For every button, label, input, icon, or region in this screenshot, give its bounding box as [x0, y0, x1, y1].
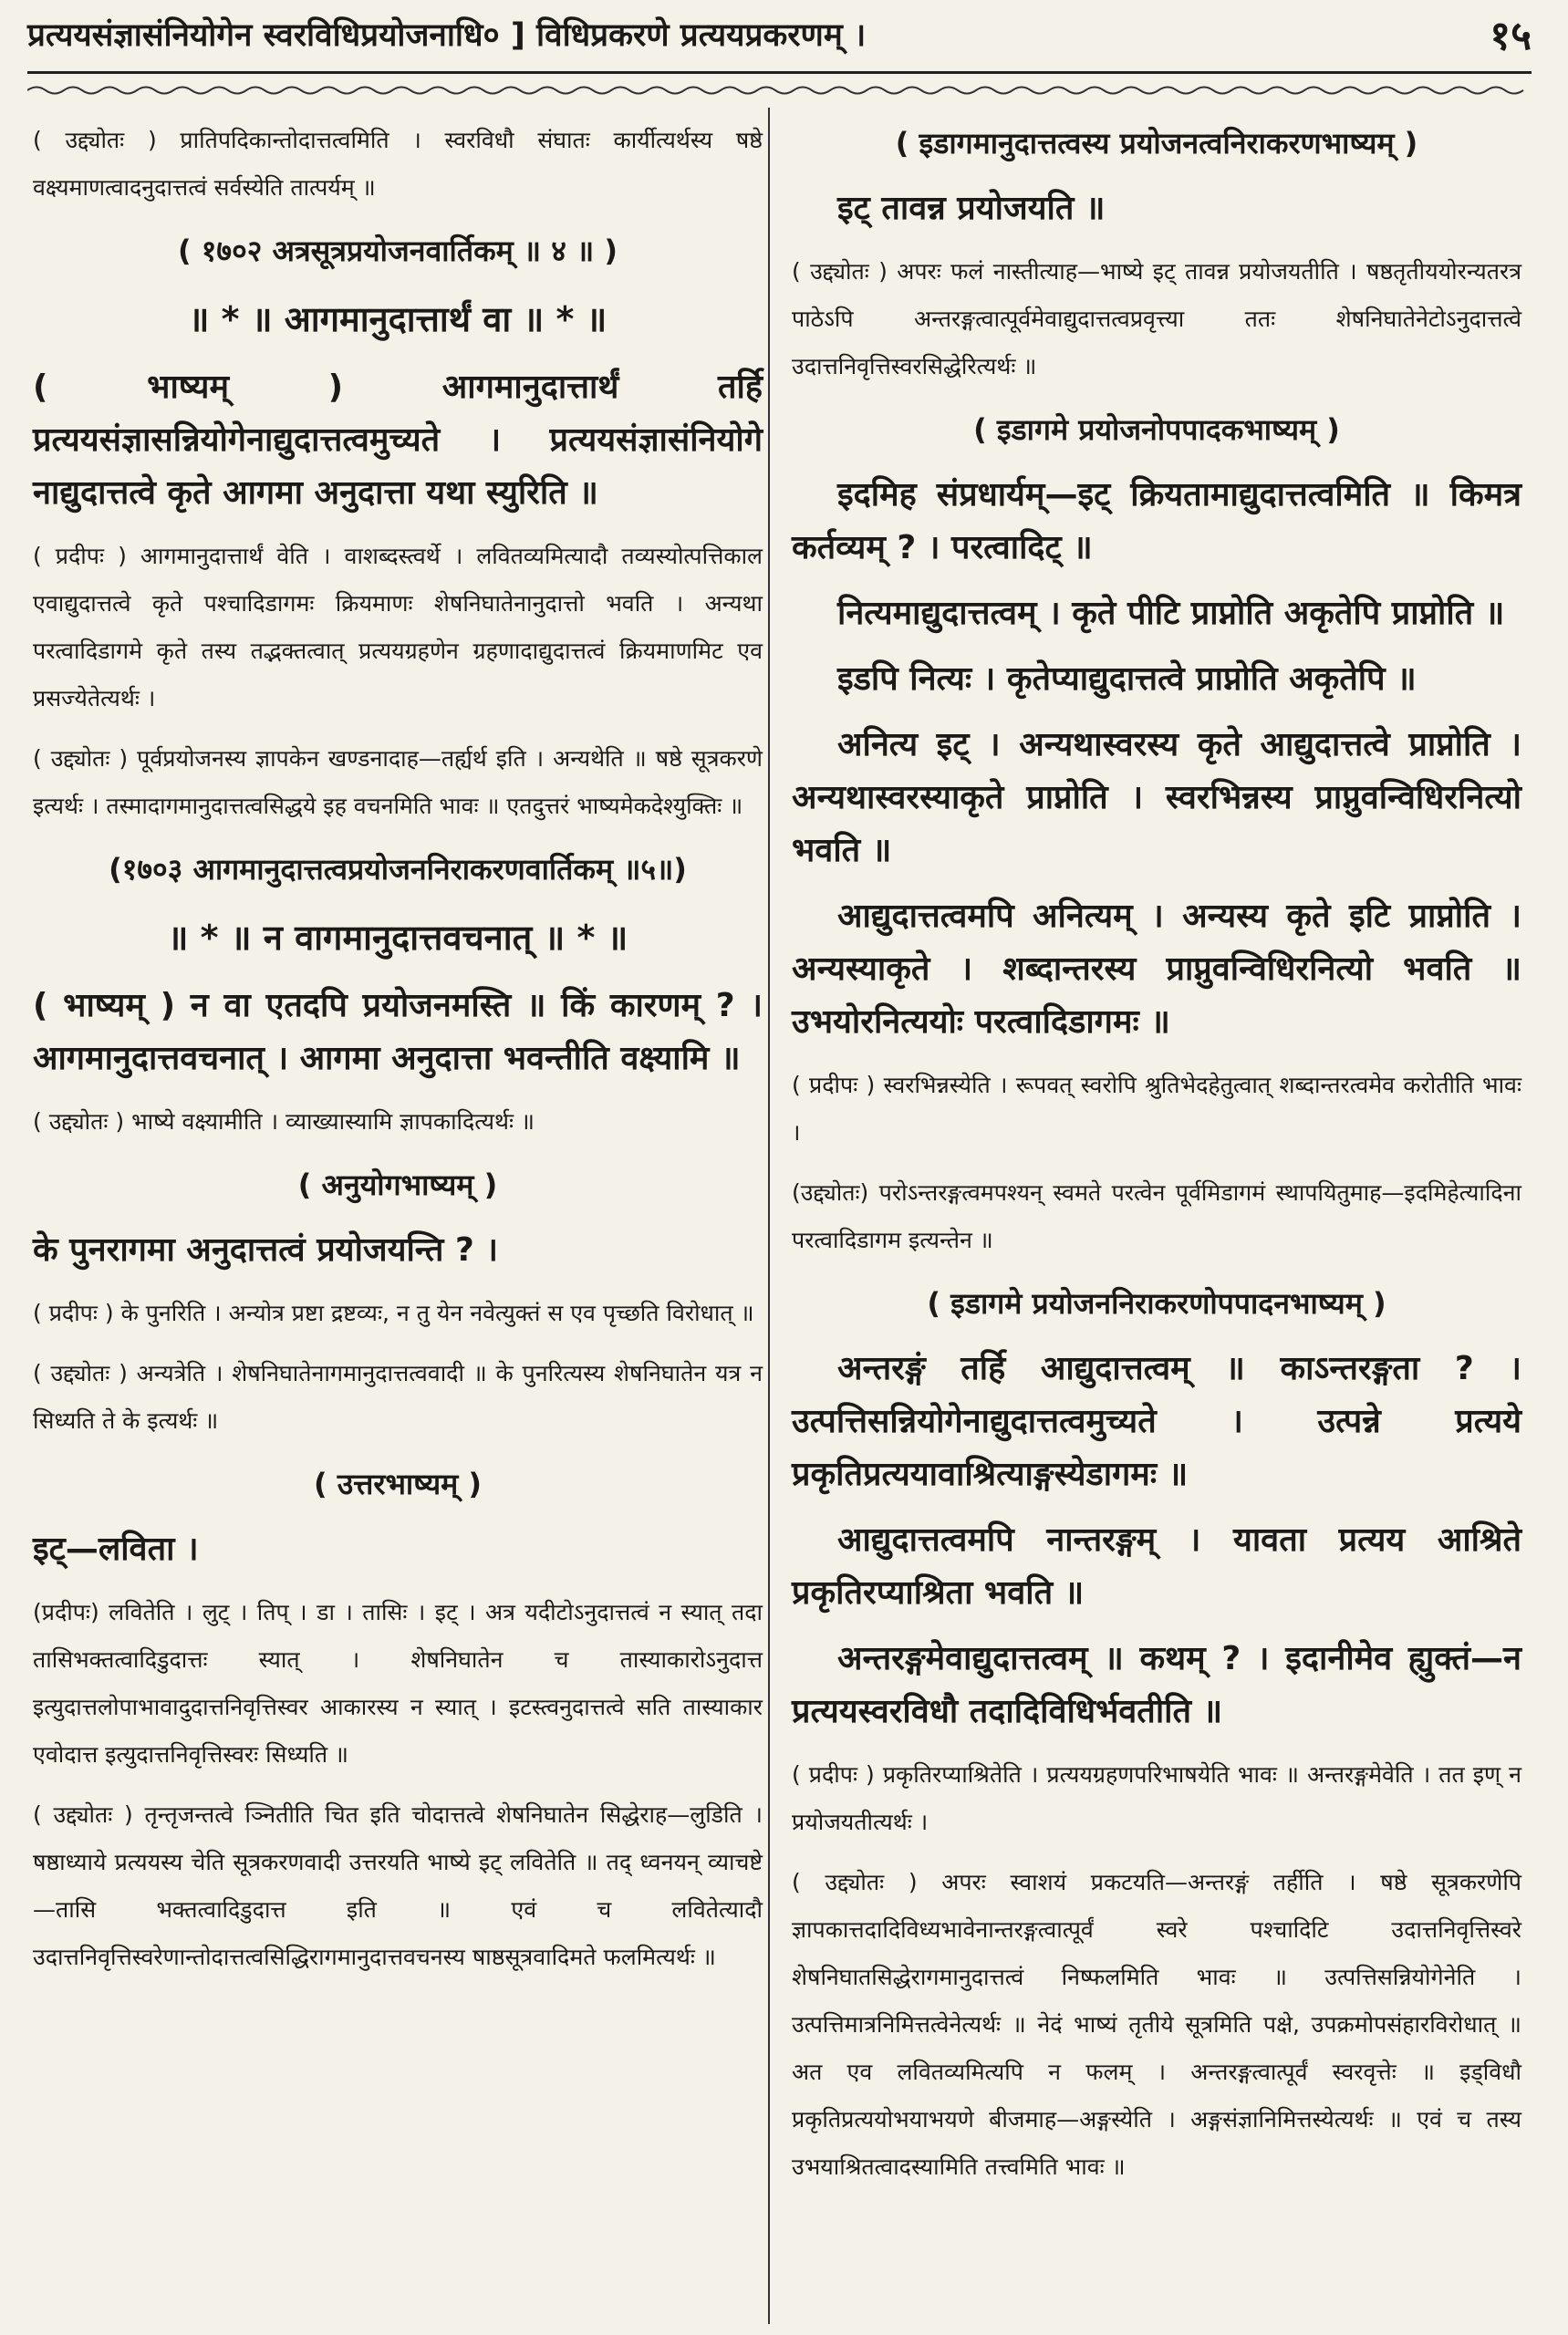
right-bhashya-2: इदमिह संप्रधार्यम्—इट् क्रियतामाद्युदात्तत्वमिति ॥ किमत्र कर्तव्यम् ? । परत्वादिट् ॥: [792, 476, 1521, 566]
right-bhashya-5: अनित्य इट् । अन्यथास्वरस्य कृते आद्युदात्तत्वे प्राप्नोति । अन्यथास्वरस्याकृते प्राप्नोति । स्वरभिन्नस्य प्राप्नुवन्विधिरनित्यो भवति ॥: [792, 726, 1521, 869]
header-rule: [27, 71, 1532, 78]
left-uddyota-2: ( उद्द्योतः ) भाष्ये वक्ष्यामीति । व्याख्यास्यामि ज्ञापकादित्यर्थः ॥: [33, 1108, 535, 1135]
left-bhashya-2: ( भाष्यम् ) न वा एतदपि प्रयोजनमस्ति ॥ किं कारणम् ? । आगमानुदात्तवचनात् । आगमा अनुदात्ता भवन्तीति वक्ष्यामि ॥: [33, 987, 763, 1077]
right-bhashya-9: अन्तरङ्गमेवाद्युदात्तत्वम् ॥ कथम् ? । इदानीमेव ह्युक्तं—न प्रत्ययस्वरविधौ तदादिविधिर्भवतीति ॥: [792, 1640, 1521, 1730]
right-heading-2: ( इडागमे प्रयोजनोपपादकभाष्यम् ): [973, 412, 1340, 447]
running-header: [27, 4, 1532, 64]
right-uddyota-1: ( उद्द्योतः ) अपरः फलं नास्तीत्याह—भाष्ये इट् तावन्न प्रयोजयतीति । षष्ठतृतीययोरन्यतरत्र पाठेऽपि अन्तरङ्गत्वात्पूर्वमेवाद्युदात्तत्वप्रवृत्त्या ततः शेषनिघातेनेटोऽनुदात्तत्वे उदात्तनिवृत्तिस्वरसिद्धेरित्यर्थः ॥: [792, 258, 1521, 379]
page-number: १५: [1490, 13, 1532, 59]
wavy-divider: [27, 84, 1532, 97]
right-pradipa-2: ( प्रदीपः ) प्रकृतिरप्याश्रितेति । प्रत्ययग्रहणपरिभाषयेति भावः ॥ अन्तरङ्गमेवेति । तत इण् न प्रयोजयतीत्यर्थः ।: [792, 1761, 1521, 1835]
right-heading-3: ( इडागमे प्रयोजननिराकरणोपपादनभाष्यम् ): [927, 1286, 1386, 1321]
left-sutra-line-1: ॥ * ॥ आगमानुदात्तार्थं वा ॥ * ॥: [188, 299, 607, 339]
left-pradipa-2: ( प्रदीपः ) के पुनरिति । अन्योत्र प्रष्टा द्रष्टव्यः, न तु येन नवेत्युक्तं स एव पृच्छति विरोधात् ॥: [33, 1300, 754, 1326]
left-bhashya-4: इट्—लविता ।: [33, 1531, 199, 1568]
left-heading-uttara: ( उत्तरभाष्यम् ): [313, 1467, 483, 1501]
right-bhashya-4: इडपि नित्यः । कृतेप्याद्युदात्तत्वे प्राप्नोति अकृतेपि ॥: [837, 660, 1417, 698]
left-heading-anuyoga: ( अनुयोगभाष्यम् ): [297, 1168, 498, 1202]
left-column: [33, 117, 763, 1994]
right-uddyota-2: (उद्द्योतः) परोऽन्तरङ्गत्वमपश्यन् स्वमते परत्वेन पूर्वमिडागमं स्थापयितुमाह—इदमिहेत्यादिना परत्वादिडागम इत्यन्तेन ॥: [792, 1179, 1521, 1253]
left-vartika-heading-1703: (१७०३ आगमानुदात्तत्वप्रयोजननिराकरणवार्तिकम् ॥५॥): [109, 852, 687, 887]
right-heading-1: ( इडागमानुदात्तत्वस्य प्रयोजनत्वनिराकरणभाष्यम् ): [895, 126, 1418, 161]
left-pradipa-1: ( प्रदीपः ) आगमानुदात्तार्थं वेति । वाशब्दस्त्वर्थे । लवितव्यमित्यादौ तव्यस्योत्पत्तिकाल एवाद्युदात्तत्वे कृते पश्चादिडागमः क्रियमाणः शेषनिघातेनानुदात्तो भवति । अन्यथा परत्वादिडागमे कृते तस्य तद्भक्तत्वात् प्रत्ययग्रहणेन ग्रहणादाद्युदात्तत्वं क्रियमाणमिट एव प्रसज्येतेत्यर्थः ।: [33, 543, 763, 711]
right-bhashya-3: नित्यमाद्युदात्तत्वम् । कृते पीटि प्राप्नोति अकृतेपि प्राप्नोति ॥: [837, 595, 1505, 632]
right-bhashya-7: अन्तरङ्गं तर्हि आद्युदात्तत्वम् ॥ काऽन्तरङ्गता ? । उत्पत्तिसन्नियोगेनाद्युदात्तत्वमुच्यते । उत्पन्ने प्रत्यये प्रकृतिप्रत्ययावाश्रित्याङ्गस्येडागमः ॥: [792, 1350, 1521, 1493]
left-uddyota-1: ( उद्द्योतः ) पूर्वप्रयोजनस्य ज्ञापकेन खण्डनादाह—तर्ह्यर्थ इति । अन्यथेति ॥ षष्ठे सूत्रकरणे इत्यर्थः । तस्मादागमानुदात्तत्वसिद्धये इह वचनमिति भावः ॥ एतदुत्तरं भाष्यमेकदेश्युक्तिः ॥: [33, 745, 763, 819]
right-pradipa-1: ( प्रदीपः ) स्वरभिन्नस्येति । रूपवत् स्वरोपि श्रुतिभेदहेतुत्वात् शब्दान्तरत्वमेव करोतीति भावः ।: [792, 1072, 1521, 1146]
left-vartika-heading-1702: ( १७०२ अत्रसूत्रप्रयोजनवार्तिकम् ॥ ४ ॥ ): [178, 234, 618, 268]
right-uddyota-3: ( उद्द्योतः ) अपरः स्वाशयं प्रकटयति—अन्तरङ्गं तर्हीति । षष्ठे सूत्रकरणेपि ज्ञापकात्तदादिविध्यभावेनान्तरङ्गत्वात्पूर्वं स्वरे पश्चादिटि उदात्तनिवृत्तिस्वरे शेषनिघातसिद्धेरागमानुदात्तत्वं निष्फलमिति भावः ॥ उत्पत्तिसन्नियोगेनेति । उत्पत्तिमात्रनिमित्तत्वेनेत्यर्थः ॥ नेदं भाष्यं तृतीये सूत्रमिति पक्षे, उपक्रमोपसंहारविरोधात् ॥ अत एव लवितव्यमित्यपि न फलम् । अन्तरङ्गत्वात्पूर्वं स्वरवृत्तेः ॥ इड्विधौ प्रकृतिप्रत्ययोभयाभयणे बीजमाह—अङ्गस्येति । अङ्गसंज्ञानिमित्तस्येत्यर्थः ॥ एवं च तस्य उभयाश्रितत्वादस्यामिति तत्त्वमिति भावः ॥: [792, 1869, 1521, 2180]
right-bhashya-8: आद्युदात्तत्वमपि नान्तरङ्गम् । यावता प्रत्यय आश्रिते प्रकृतिरप्याश्रिता भवति ॥: [792, 1521, 1521, 1612]
left-uddyota-3: ( उद्द्योतः ) अन्यत्रेति । शेषनिघातेनागमानुदात्तत्ववादी ॥ के पुनरित्यस्य शेषनिघातेन यत्र न सिध्यति ते के इत्यर्थः ॥: [33, 1360, 763, 1434]
left-bhashya-1: ( भाष्यम् ) आगमानुदात्तार्थं तर्हि प्रत्ययसंज्ञासन्नियोगेनाद्युदात्तत्वमुच्यते । प्रत्ययसंज्ञासंनियोगे नाद्युदात्तत्वे कृते आगमा अनुदात्ता यथा स्युरिति ॥: [33, 368, 763, 512]
header-title: प्रत्ययसंज्ञासंनियोगेन स्वरविधिप्रयोजनाधि० ] विधिप्रकरणे प्रत्ययप्रकरणम् ।: [27, 16, 867, 54]
left-sutra-line-2: ॥ * ॥ न वागमानुदात्तवचनात् ॥ * ॥: [167, 918, 628, 958]
right-bhashya-6: आद्युदात्तत्वमपि अनित्यम् । अन्यस्य कृते इटि प्राप्नोति । अन्यस्याकृते । शब्दान्तरस्य प्राप्नुवन्विधिरनित्यो भवति ॥ उभयोरनित्ययोः परत्वादिडागमः ॥: [792, 898, 1521, 1041]
right-bhashya-1: इट् तावन्न प्रयोजयति ॥: [837, 190, 1106, 227]
column-divider: [768, 108, 770, 2324]
left-pradipa-3: (प्रदीपः) लवितेति । लुट् । तिप् । डा । तासिः । इट् । अत्र यदीटोऽनुदात्तत्वं न स्यात् तदा तासिभक्तत्वादिडुदात्तः स्यात् । शेषनिघातेन च तास्याकारोऽनुदात्त इत्युदात्तलोपाभावादुदात्तनिवृत्तिस्वर आकारस्य न स्यात् । इटस्त्वनुदात्तत्वे सति तास्याकार एवोदात्त इत्युदात्तनिवृत्तिस्वरः सिध्यति ॥: [33, 1599, 763, 1768]
left-block-1: ( उद्द्योतः ) प्रातिपदिकान्तोदात्तत्वमिति । स्वरविधौ संघातः कार्यीत्यर्थस्य षष्ठे वक्ष्यमाणत्वादनुदात्तत्वं सर्वस्येति तात्पर्यम् ॥: [33, 127, 763, 201]
left-uddyota-4: ( उद्द्योतः ) तृन्तृजन्तत्वे ञ्नितीति चित इति चोदात्तत्वे शेषनिघातेन सिद्धेराह—लुडिति । षष्ठाध्याये प्रत्ययस्य चेति सूत्रकरणवादी उत्तरयति भाष्ये इट् लवितेति ॥ तद् ध्वनयन् व्याचष्टे—तासि भक्तत्वादिडुदात्त इति ॥ एवं च लवितेत्यादौ उदात्तनिवृत्तिस्वरेणान्तोदात्तत्वसिद्धिरागमानुदात्तवचनस्य षाष्ठसूत्रवादिमते फलमित्यर्थः ॥: [33, 1801, 763, 1970]
right-column: [792, 117, 1521, 2204]
left-bhashya-3: के पुनरागमा अनुदात्तत्वं प्रयोजयन्ति ? ।: [33, 1231, 499, 1269]
